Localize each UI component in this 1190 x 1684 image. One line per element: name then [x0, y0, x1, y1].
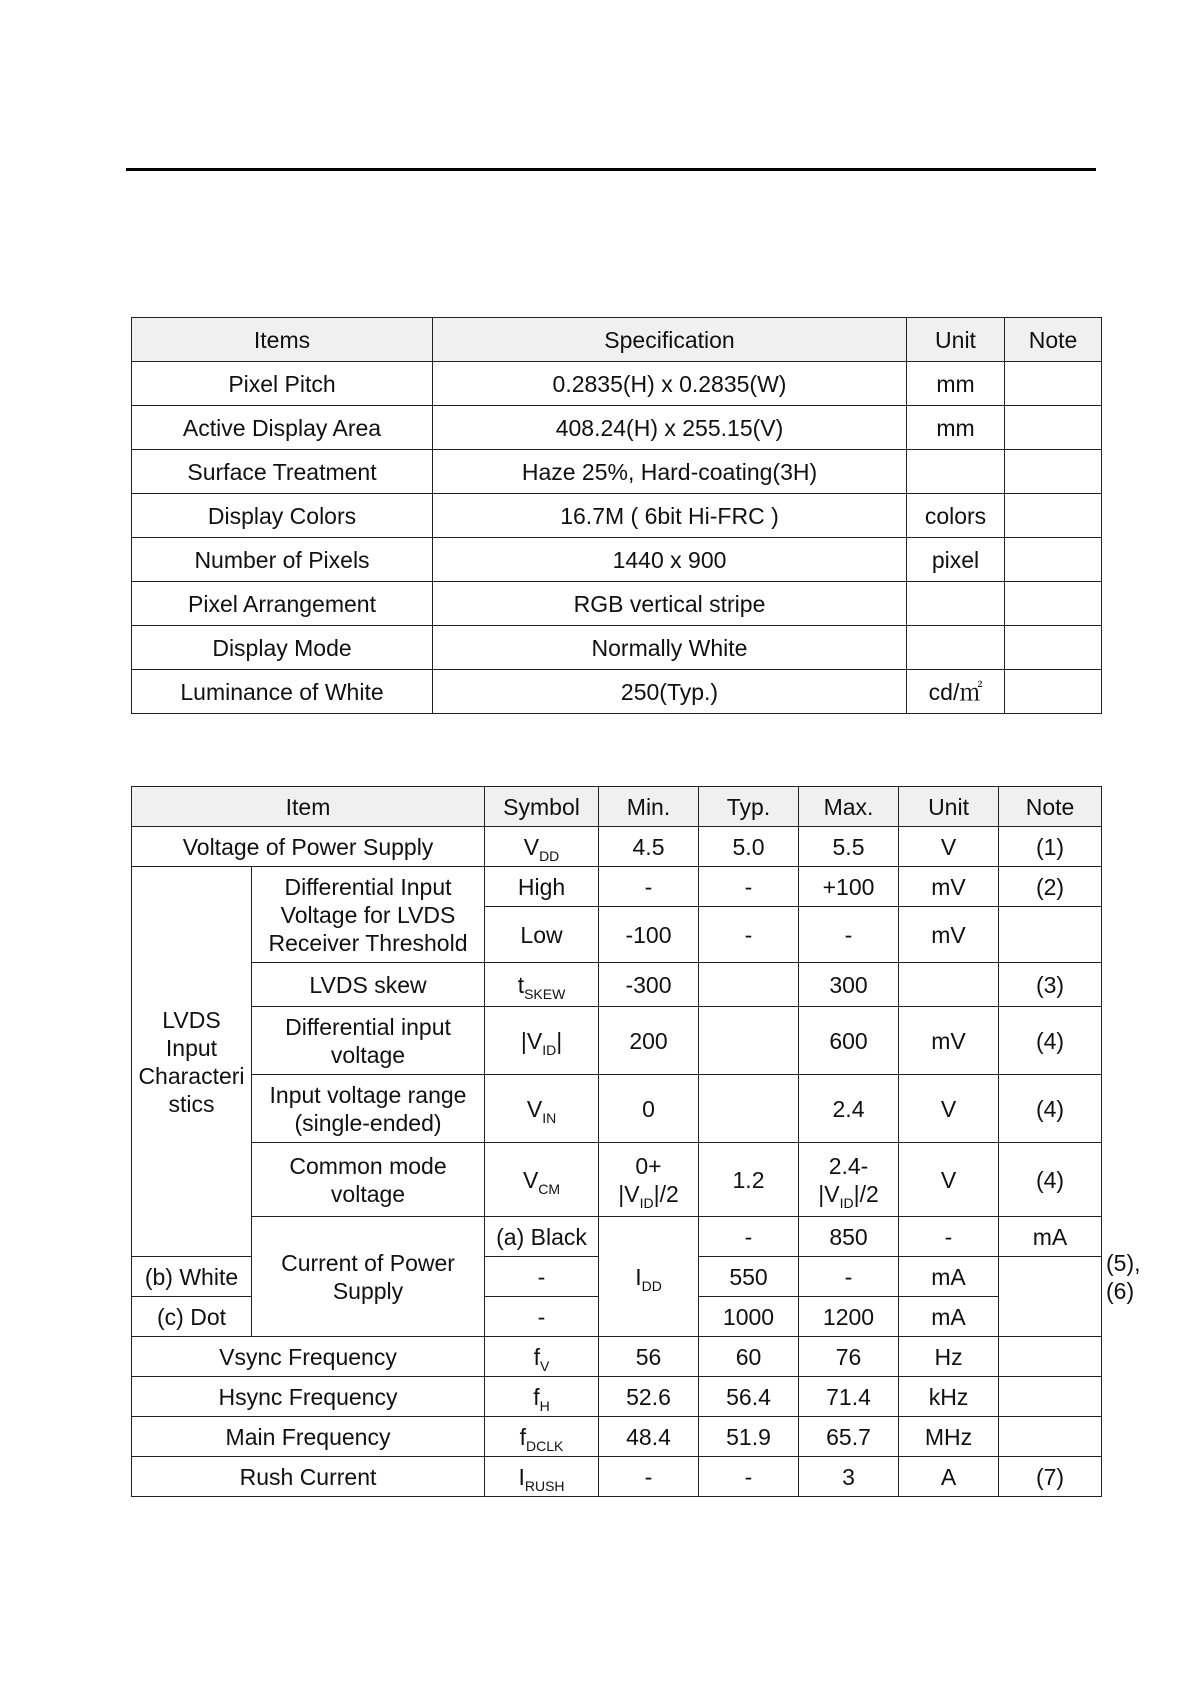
cell-item: Luminance of White — [132, 670, 433, 714]
cell-item: (a) Black — [485, 1217, 599, 1257]
cell-spec: 250(Typ.) — [433, 670, 907, 714]
cell-typ: 51.9 — [699, 1417, 799, 1457]
header-items: Items — [132, 318, 433, 362]
cell-note — [999, 1417, 1102, 1457]
cell-unit — [899, 963, 999, 1007]
cell-item: Number of Pixels — [132, 538, 433, 582]
cell-item: Display Colors — [132, 494, 433, 538]
cell-note — [999, 1377, 1102, 1417]
cell-max: 600 — [799, 1007, 899, 1075]
cell-note: (4) — [999, 1075, 1102, 1143]
header-rule — [126, 168, 1096, 171]
cell-min: 200 — [599, 1007, 699, 1075]
cell-note: (7) — [999, 1457, 1102, 1497]
cell-min: 0+ $|V_{ID}|/2$ — [599, 1143, 699, 1217]
cell-max: 65.7 — [799, 1417, 899, 1457]
cell-symbol: Low — [485, 907, 599, 963]
table-row — [132, 1377, 1102, 1417]
cell-note: (4) — [999, 1007, 1102, 1075]
cell-unit: Hz — [899, 1337, 999, 1377]
header-max: Max. — [799, 787, 899, 827]
header-unit: Unit — [899, 787, 999, 827]
cell-item: Active Display Area — [132, 406, 433, 450]
cell-typ: - — [699, 867, 799, 907]
general-spec-table — [131, 317, 1102, 714]
cell-note: (4) — [999, 1143, 1102, 1217]
table-row — [132, 362, 1102, 406]
cell-symbol: $V_{CM}$ — [485, 1143, 599, 1217]
cell-min: - — [485, 1297, 599, 1337]
cell-min: -300 — [599, 963, 699, 1007]
header-note: Note — [1005, 318, 1102, 362]
cell-symbol: $f_H$ — [485, 1377, 599, 1417]
cell-typ: 850 — [799, 1217, 899, 1257]
cell-symbol: $V_{IN}$ — [485, 1075, 599, 1143]
table-row — [132, 1075, 1102, 1143]
cell-spec: 16.7M ( 6bit Hi-FRC ) — [433, 494, 907, 538]
cell-unit: colors — [907, 494, 1005, 538]
cell-min: - — [699, 1217, 799, 1257]
header-specification: Specification — [433, 318, 907, 362]
cell-symbol: $f_{DCLK}$ — [485, 1417, 599, 1457]
cell-item: (c) Dot — [132, 1297, 252, 1337]
cell-unit: V — [899, 1143, 999, 1217]
cell-max: 2.4- $|V_{ID}|/2$ — [799, 1143, 899, 1217]
cell-typ: 1000 — [699, 1297, 799, 1337]
cell-unit: pixel — [907, 538, 1005, 582]
cell-unit: mV — [899, 867, 999, 907]
cell-unit: mA — [899, 1257, 999, 1297]
cell-item: (b) White — [132, 1257, 252, 1297]
cell-note — [1005, 582, 1102, 626]
cell-max: 300 — [799, 963, 899, 1007]
cell-min: -100 — [599, 907, 699, 963]
table-row — [132, 626, 1102, 670]
cell-max: 71.4 — [799, 1377, 899, 1417]
header-item: Item — [132, 787, 485, 827]
cell-spec: 1440 x 900 — [433, 538, 907, 582]
cell-max: 76 — [799, 1337, 899, 1377]
header-typ: Typ. — [699, 787, 799, 827]
cell-unit: MHz — [899, 1417, 999, 1457]
cell-item: Differential input voltage — [252, 1007, 485, 1075]
cell-typ: - — [699, 907, 799, 963]
cell-typ: 60 — [699, 1337, 799, 1377]
cell-note: (2) — [999, 867, 1102, 907]
table-row — [132, 963, 1102, 1007]
cell-typ: 1.2 — [699, 1143, 799, 1217]
table-row — [132, 670, 1102, 714]
table-header-row — [132, 787, 1102, 827]
cell-symbol: $I_{DD}$ — [599, 1217, 699, 1337]
cell-item: Display Mode — [132, 626, 433, 670]
electrical-spec-table — [131, 786, 1141, 1497]
table-row — [132, 1143, 1102, 1217]
cell-item: Pixel Pitch — [132, 362, 433, 406]
cell-max: - — [899, 1217, 999, 1257]
cell-unit: mV — [899, 1007, 999, 1075]
cell-unit: mm — [907, 406, 1005, 450]
cell-symbol: $t_{SKEW}$ — [485, 963, 599, 1007]
cell-max: 3 — [799, 1457, 899, 1497]
cell-item: Common mode voltage — [252, 1143, 485, 1217]
cell-typ — [699, 1075, 799, 1143]
current-group-label: Current of Power Supply — [252, 1217, 485, 1337]
cell-symbol: High — [485, 867, 599, 907]
cell-unit — [907, 626, 1005, 670]
cell-typ: 550 — [699, 1257, 799, 1297]
cell-item: Pixel Arrangement — [132, 582, 433, 626]
cell-min: 4.5 — [599, 827, 699, 867]
cell-note — [1005, 406, 1102, 450]
cell-typ: - — [699, 1457, 799, 1497]
cell-min: - — [599, 1457, 699, 1497]
table-row — [132, 1417, 1102, 1457]
cell-min: - — [599, 867, 699, 907]
cell-item: LVDS skew — [252, 963, 485, 1007]
cell-unit — [907, 582, 1005, 626]
cell-spec: Haze 25%, Hard-coating(3H) — [433, 450, 907, 494]
cell-note: (1) — [999, 827, 1102, 867]
cell-min: 48.4 — [599, 1417, 699, 1457]
table-row — [132, 582, 1102, 626]
cell-item: Input voltage range (single-ended) — [252, 1075, 485, 1143]
cell-symbol: $f_V$ — [485, 1337, 599, 1377]
table-row — [132, 450, 1102, 494]
cell-spec: RGB vertical stripe — [433, 582, 907, 626]
cell-note — [1005, 538, 1102, 582]
table-row — [132, 1457, 1102, 1497]
cell-unit — [907, 450, 1005, 494]
cell-note: (3) — [999, 963, 1102, 1007]
cell-max: 1200 — [799, 1297, 899, 1337]
cell-min: 56 — [599, 1337, 699, 1377]
cell-unit: V — [899, 827, 999, 867]
table-row — [132, 494, 1102, 538]
cell-max: 2.4 — [799, 1075, 899, 1143]
header-note: Note — [999, 787, 1102, 827]
cell-item: Voltage of Power Supply — [132, 827, 485, 867]
cell-symbol: $|V_{ID}|$ — [485, 1007, 599, 1075]
cell-spec: 0.2835(H) x 0.2835(W) — [433, 362, 907, 406]
table-row — [132, 406, 1102, 450]
cell-item: Rush Current — [132, 1457, 485, 1497]
cell-unit: cd/㎡ — [907, 670, 1005, 714]
cell-max: 5.5 — [799, 827, 899, 867]
table-row — [132, 827, 1102, 867]
cell-min: 0 — [599, 1075, 699, 1143]
header-min: Min. — [599, 787, 699, 827]
table-row: Current of Power Supply (a) Black $I_{DD}$ - 850 - mA (5),(6) — [132, 1217, 1102, 1257]
cell-unit: mV — [899, 907, 999, 963]
cell-typ — [699, 963, 799, 1007]
cell-item: Main Frequency — [132, 1417, 485, 1457]
cell-min: - — [485, 1257, 599, 1297]
cell-spec: 408.24(H) x 255.15(V) — [433, 406, 907, 450]
cell-unit: mA — [899, 1297, 999, 1337]
table-row — [132, 1337, 1102, 1377]
cell-note — [999, 907, 1102, 963]
cell-typ: 5.0 — [699, 827, 799, 867]
cell-item: Vsync Frequency — [132, 1337, 485, 1377]
cell-unit: V — [899, 1075, 999, 1143]
cell-note — [1005, 362, 1102, 406]
cell-spec: Normally White — [433, 626, 907, 670]
cell-note — [1005, 670, 1102, 714]
table-row — [132, 867, 1102, 907]
table-header-row — [132, 318, 1102, 362]
cell-item: Surface Treatment — [132, 450, 433, 494]
lvds-group-label: LVDS Input Characteri stics — [132, 867, 252, 1257]
cell-min: 52.6 — [599, 1377, 699, 1417]
cell-note — [1005, 494, 1102, 538]
cell-unit: A — [899, 1457, 999, 1497]
cell-max: - — [799, 907, 899, 963]
table-row — [132, 538, 1102, 582]
cell-item: Hsync Frequency — [132, 1377, 485, 1417]
cell-item: Differential Input Voltage for LVDS Receiver Threshold — [252, 867, 485, 963]
cell-note — [1005, 626, 1102, 670]
cell-note — [999, 1337, 1102, 1377]
cell-typ: 56.4 — [699, 1377, 799, 1417]
cell-unit: mm — [907, 362, 1005, 406]
cell-unit: kHz — [899, 1377, 999, 1417]
cell-unit: mA — [999, 1217, 1102, 1257]
cell-typ — [699, 1007, 799, 1075]
cell-max: +100 — [799, 867, 899, 907]
header-symbol: Symbol — [485, 787, 599, 827]
cell-max: - — [799, 1257, 899, 1297]
cell-symbol: $I_{RUSH}$ — [485, 1457, 599, 1497]
cell-symbol: $V_{DD}$ — [485, 827, 599, 867]
table-row — [132, 1007, 1102, 1075]
cell-note — [1005, 450, 1102, 494]
header-unit: Unit — [907, 318, 1005, 362]
